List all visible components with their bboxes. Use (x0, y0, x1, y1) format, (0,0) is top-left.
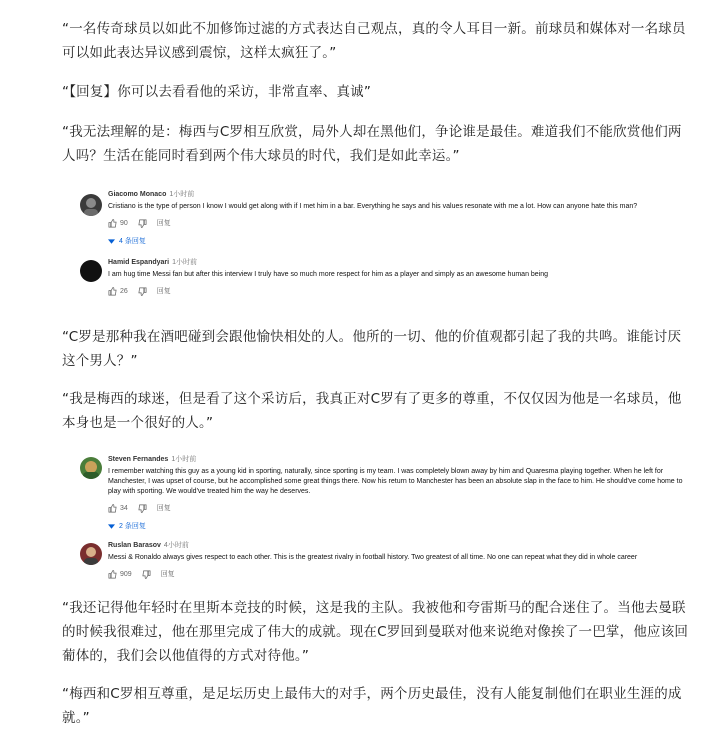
comment-screenshot-1 (76, 190, 686, 296)
reply-button[interactable]: 回复 (156, 288, 171, 295)
comment-item (76, 258, 686, 296)
comment-text: I am hug time Messi fan but after this interview I truly have so much more respect for him as a player and simply as an awesome human being (108, 271, 549, 278)
comment-actions (108, 218, 686, 228)
comment-text: Cristiano is the type of person I know I would get along with if I met him in a bar. Everything he says and his values resonate with me a lot. How can anyone hate this man? (108, 203, 638, 210)
chevron-down-icon (108, 239, 115, 244)
comment-time[interactable]: 1小时前 (172, 259, 197, 266)
paragraph-6: “我还记得他年轻时在里斯本竞技的时候，这是我的主队。我被他和夸雷斯马的配合迷住了。当他去曼联的时候我很难过，他在那里完成了伟大的成就。现在C罗回到曼联对他来说绝对像挨了一巴掌，他应该回葡体的，我们会以他值得的方式对待他。” (62, 600, 689, 664)
like-count: 909 (120, 570, 132, 578)
comment-author[interactable]: Hamid Espandyari (108, 259, 170, 266)
dislike-button[interactable] (138, 287, 147, 296)
thumb-down-icon (142, 570, 151, 579)
comment-text: Messi & Ronaldo always gives respect to each other. This is the greatest rivalry in football history. Two greatest of all time. No one can repeat what they did in whole career (108, 554, 638, 561)
like-count: 34 (120, 504, 128, 512)
view-replies-button[interactable] (108, 521, 686, 531)
comment-actions (108, 503, 686, 513)
comment-actions (108, 569, 686, 579)
comment-time[interactable]: 1小时前 (169, 191, 195, 198)
like-button[interactable] (108, 219, 128, 228)
comment-meta (108, 258, 686, 267)
comment-item (76, 455, 686, 531)
dislike-button[interactable] (138, 504, 147, 513)
comment-item (76, 190, 686, 246)
thumb-down-icon (138, 287, 147, 296)
comment-author[interactable]: Ruslan Barasov (108, 542, 161, 549)
avatar (80, 543, 102, 565)
thumb-down-icon (138, 504, 147, 513)
avatar (80, 194, 102, 216)
replies-count: 4 条回复 (119, 238, 146, 245)
like-button[interactable] (108, 504, 128, 513)
paragraph-5: “我是梅西的球迷，但是看了这个采访后，我真正对C罗有了更多的尊重，不仅仅因为他是一名球员，他本身也是一个很好的人。” (62, 391, 682, 431)
comment-actions (108, 286, 686, 296)
comment-meta (108, 190, 686, 199)
dislike-button[interactable] (142, 570, 151, 579)
comment-author[interactable]: Giacomo Monaco (108, 191, 167, 198)
thumb-up-icon (108, 570, 117, 579)
replies-count: 2 条回复 (119, 523, 146, 530)
chevron-down-icon (108, 524, 115, 529)
reply-button[interactable]: 回复 (156, 220, 171, 227)
reply-button[interactable]: 回复 (160, 571, 175, 578)
comment-meta (108, 455, 686, 464)
paragraph-2: “【回复】你可以去看看他的采访，非常直率、真诚” (62, 84, 372, 100)
avatar (80, 457, 102, 479)
comment-time[interactable]: 4小时前 (163, 542, 189, 549)
like-count: 90 (120, 219, 128, 227)
view-replies-button[interactable] (108, 236, 686, 246)
thumb-up-icon (108, 504, 117, 513)
paragraph-7: “梅西和C罗相互尊重，是足坛历史上最伟大的对手，两个历史最佳，没有人能复制他们在职业生涯的成就。” (62, 686, 682, 726)
reply-button[interactable]: 回复 (156, 505, 171, 512)
paragraph-1: “一名传奇球员以如此不加修饰过滤的方式表达自己观点，真的令人耳目一新。前球员和媒体对一名球员可以如此表达异议感到震惊，这样太疯狂了。” (62, 21, 686, 61)
comment-author[interactable]: Steven Fernandes (108, 456, 169, 463)
avatar (80, 260, 102, 282)
paragraph-4: “C罗是那种我在酒吧碰到会跟他愉快相处的人。他所的一切、他的价值观都引起了我的共鸣。谁能讨厌这个男人？” (62, 329, 682, 369)
comment-text: I remember watching this guy as a young kid in sporting, naturally, since sporting is my team. I was completely blown away by him and Quaresma playing together. When he left for Manchester, I was upset of course, but he accomplished some great things there. Now his return to Manchester has been an absolute slap in the face to him. He should've come home to play with sporting. We would've treated him the way he deserves. (108, 468, 683, 495)
paragraph-3: “我无法理解的是：梅西与C罗相互欣赏，局外人却在黑他们，争论谁是最佳。难道我们不能欣赏他们两人吗？生活在能同时看到两个伟大球员的时代，我们是如此幸运。” (62, 124, 682, 164)
comment-meta (108, 541, 686, 550)
comment-time[interactable]: 1小时前 (171, 456, 197, 463)
like-count: 26 (120, 287, 128, 295)
like-button[interactable] (108, 287, 128, 296)
thumb-down-icon (138, 219, 147, 228)
comment-item (76, 541, 686, 579)
dislike-button[interactable] (138, 219, 147, 228)
thumb-up-icon (108, 219, 117, 228)
thumb-up-icon (108, 287, 117, 296)
like-button[interactable] (108, 570, 132, 579)
comment-screenshot-2 (76, 455, 686, 579)
